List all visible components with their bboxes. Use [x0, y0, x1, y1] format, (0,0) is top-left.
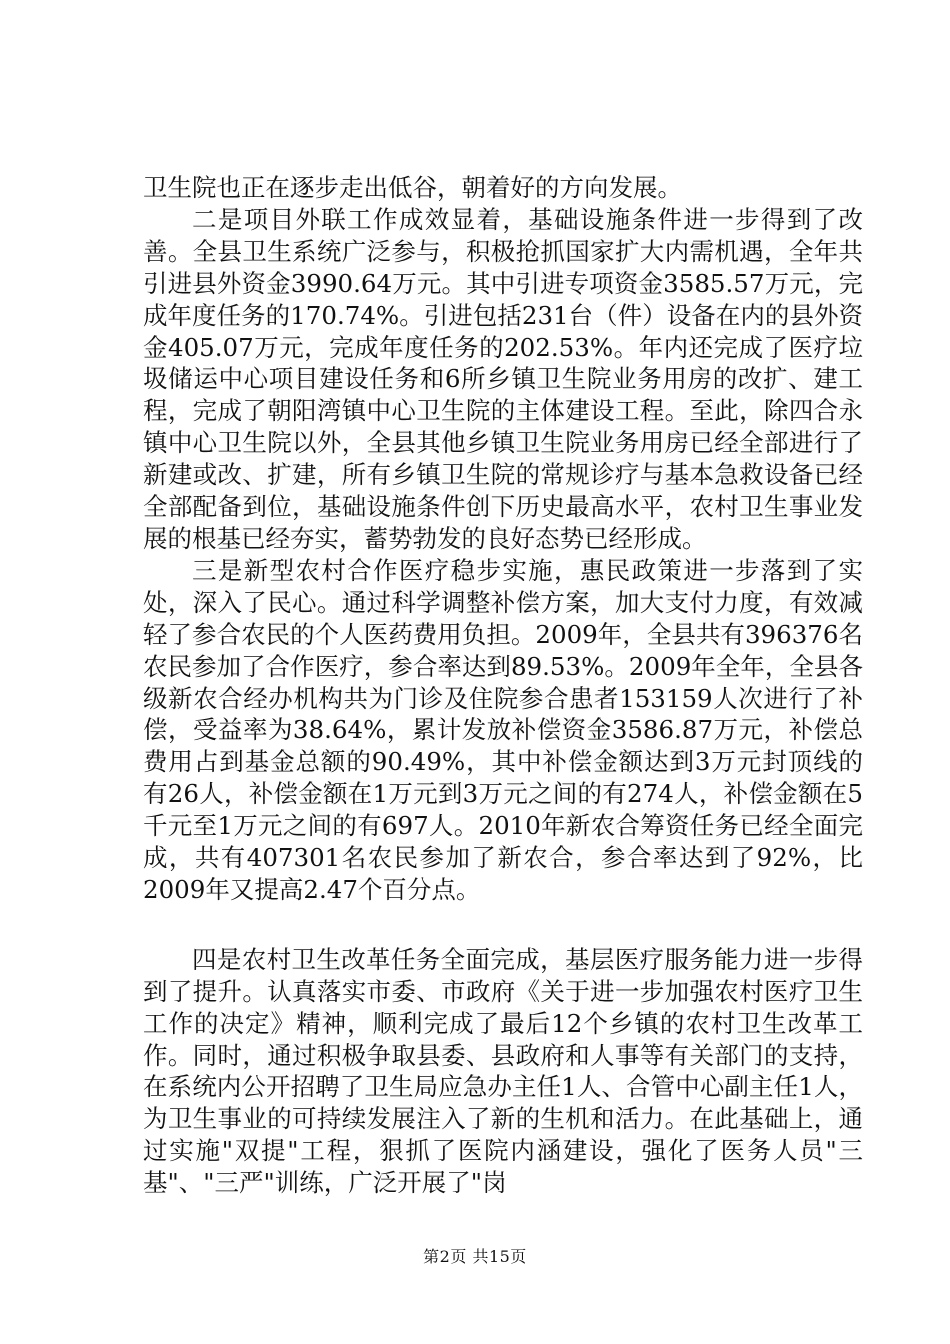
paragraph-rural-cooperative-medical: 三是新型农村合作医疗稳步实施，惠民政策进一步落到了实处，深入了民心。通过科学调整补偿方案，加大支付力度，有效减轻了参合农民的个人医药费用负担。2009年，全县共有396376名农民参加了合作医疗，参合率达到89.53%。2009年全年，全县各级新农合经办机构共为门诊及住院参合患者153159人次进行了补偿，受益率为38.64%，累计发放补偿资金3586.87万元，补偿总费用占到基金总额的90.49%，其中补偿金额达到3万元封顶线的有26人，补偿金额在1万元到3万元之间的有274人，补偿金额在5千元至1万元之间的有697人。2010年新农合筹资任务已经全面完成，共有407301名农民参加了新农合，参合率达到了92%，比2009年又提高2.47个百分点。 — [143, 555, 863, 904]
paragraph-rural-health-reform: 四是农村卫生改革任务全面完成，基层医疗服务能力进一步得到了提升。认真落实市委、市政府《关于进一步加强农村医疗卫生工作的决定》精神，顺利完成了最后12个乡镇的农村卫生改革工作。同时，通过积极争取县委、县政府和人事等有关部门的支持，在系统内公开招聘了卫生局应急办主任1人、合管中心副主任1人，为卫生事业的可持续发展注入了新的生机和活力。在此基础上，通过实施"双提"工程，狠抓了医院内涵建设，强化了医务人员"三基"、"三严"训练，广泛开展了"岗 — [143, 944, 863, 1198]
paragraph-gap — [143, 906, 863, 944]
paragraph-continued: 卫生院也正在逐步走出低谷，朝着好的方向发展。 — [143, 173, 682, 202]
paragraph-project-funding: 二是项目外联工作成效显着，基础设施条件进一步得到了改善。全县卫生系统广泛参与，积极抢抓国家扩大内需机遇，全年共引进县外资金3990.64万元。其中引进专项资金3585.57万元，完成年度任务的170.74%。引进包括231台（件）设备在内的县外资金405.07万元，完成年度任务的202.53%。年内还完成了医疗垃圾储运中心项目建设任务和6所乡镇卫生院业务用房的改扩、建工程，完成了朝阳湾镇中心卫生院的主体建设工程。至此，除四合永镇中心卫生院以外，全县其他乡镇卫生院业务用房已经全部进行了新建或改、扩建，所有乡镇卫生院的常规诊疗与基本急救设备已经全部配备到位，基础设施条件创下历史最高水平，农村卫生事业发展的根基已经夯实，蓄势勃发的良好态势已经形成。 — [143, 204, 863, 553]
page-footer: 第2页 共15页 — [423, 1247, 527, 1266]
document-body — [143, 172, 863, 1199]
